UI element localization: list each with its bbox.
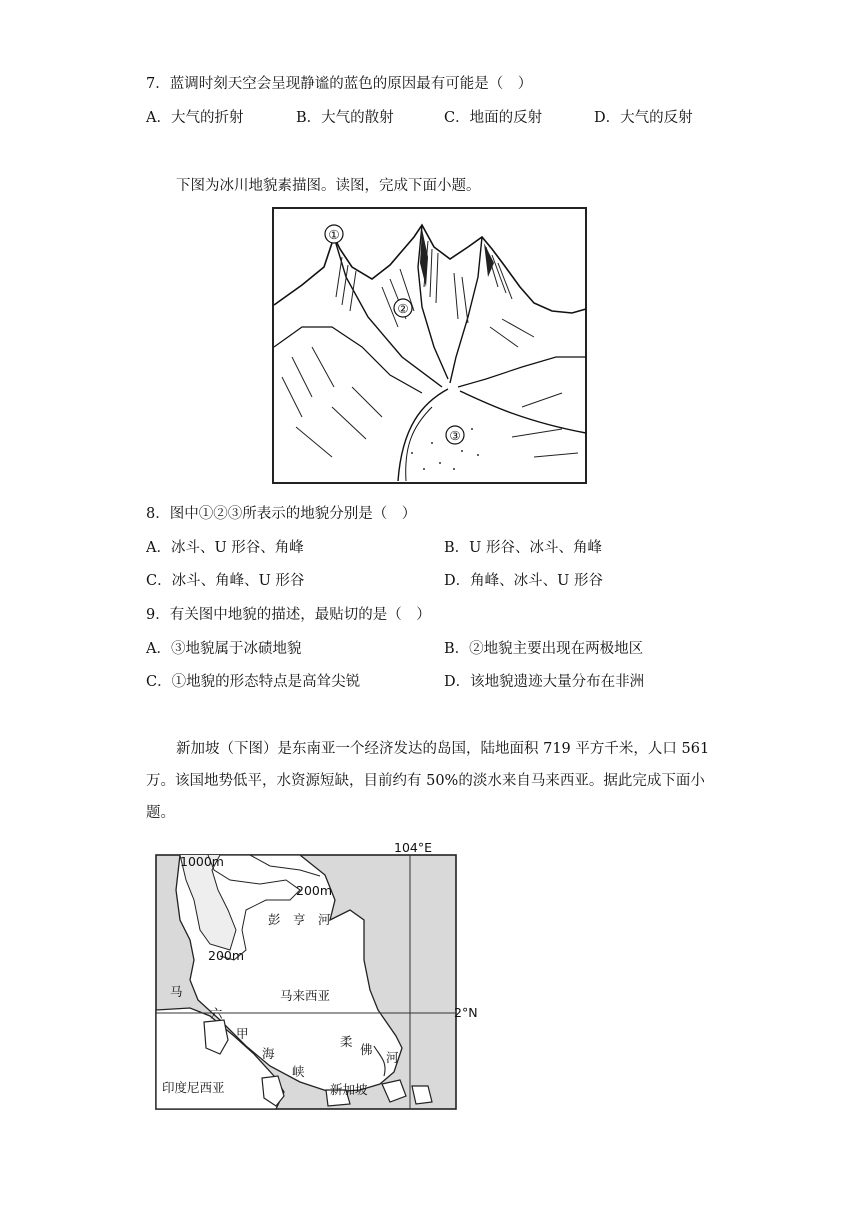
- singapore-map-figure: [150, 840, 490, 1114]
- q8-option-b: B．U 形谷、冰斗、角峰: [444, 540, 602, 556]
- q8-option-d: D．角峰、冰斗、U 形谷: [444, 573, 603, 589]
- glacier-intro: 下图为冰川地貌素描图。读图，完成下面小题。: [176, 178, 481, 194]
- q7-option-a: A．大气的折射: [146, 110, 244, 126]
- johor-he-label: 河: [386, 1050, 399, 1065]
- q7-option-c: C．地面的反射: [444, 110, 543, 126]
- contour-200m-label-a: 200m: [296, 883, 333, 898]
- q8-option-c: C．冰斗、角峰、U 形谷: [146, 573, 305, 589]
- q7-option-d: D．大气的反射: [594, 110, 693, 126]
- q8-option-a: A．冰斗、U 形谷、角峰: [146, 540, 304, 556]
- marker-1: ①: [328, 227, 340, 242]
- singapore-label: 新加坡: [330, 1082, 368, 1097]
- q9-option-d: D．该地貌遗迹大量分布在非洲: [444, 674, 645, 690]
- malacca-jia-label: 甲: [236, 1026, 249, 1041]
- q9-option-c: C．①地貌的形态特点是高耸尖锐: [146, 674, 361, 690]
- q9-option-a: A．③地貌属于冰碛地貌: [146, 641, 302, 657]
- indonesia-label: 印度尼西亚: [162, 1080, 225, 1095]
- malacca-xia-label: 峡: [292, 1064, 305, 1079]
- q8-stem: 8．图中①②③所表示的地貌分别是（ ）: [146, 506, 417, 522]
- q7-stem: 7．蓝调时刻天空会呈现静谧的蓝色的原因最有可能是（ ）: [146, 76, 533, 92]
- q9-stem: 9．有关图中地貌的描述，最贴切的是（ ）: [146, 607, 431, 623]
- malacca-ma-label: 马: [170, 984, 183, 999]
- contour-1000m-label: 1000m: [180, 854, 224, 869]
- glacier-sketch-figure: [272, 207, 588, 485]
- lon-label: 104°E: [394, 840, 433, 855]
- contour-200m-label-b: 200m: [208, 948, 245, 963]
- q7-option-b: B．大气的散射: [296, 110, 394, 126]
- q9-option-b: B．②地貌主要出现在两极地区: [444, 641, 644, 657]
- malacca-liu-label: 六: [210, 1006, 223, 1021]
- johor-rou-label: 柔: [340, 1034, 353, 1049]
- pahang-river-label: 彭 亨 河: [268, 912, 331, 927]
- malaysia-label: 马来西亚: [280, 988, 331, 1003]
- marker-2: ②: [397, 301, 409, 316]
- marker-3: ③: [449, 428, 461, 443]
- singapore-intro: 新加坡（下图）是东南亚一个经济发达的岛国，陆地面积 719 平方千米，人口 561 万。该国地势低平，水资源短缺，目前约有 50%的淡水来自马来西亚。据此完成下面小题。: [146, 741, 710, 821]
- johor-fo-label: 佛: [360, 1042, 373, 1057]
- lat-label: 2°N: [454, 1005, 478, 1020]
- malacca-hai-label: 海: [262, 1046, 275, 1061]
